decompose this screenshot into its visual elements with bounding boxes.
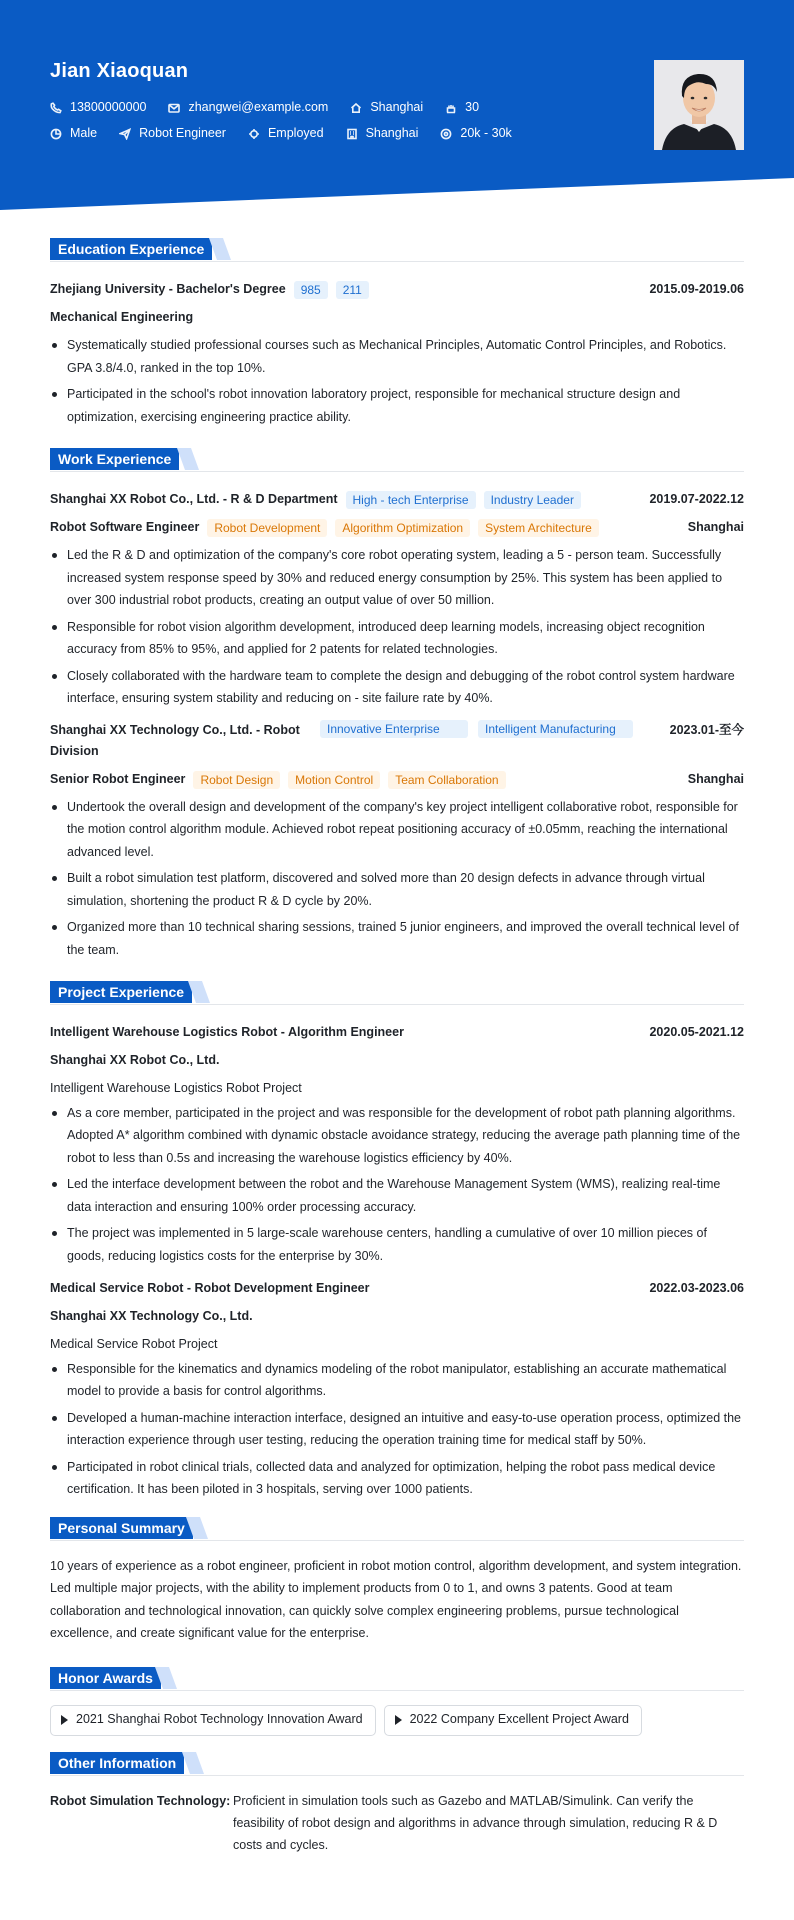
project-title: Medical Service Robot Project <box>50 1337 218 1351</box>
building-icon <box>346 128 358 140</box>
list-item: Undertook the overall design and development of the company's key project intelligent collaborative robot, responsible for the motion control algorithm module. Achieved robot repeat positioning accuracy of ±0.05mm, reaching the international advanced level. <box>50 796 744 864</box>
list-item: Participated in robot clinical trials, collected data and analyzed for optimization, helping the robot pass medical device certification. It has been piloted in 3 hospitals, serving over 1000 patients. <box>50 1456 744 1501</box>
project-entry <box>50 1019 744 1267</box>
section-title-accent <box>209 238 231 260</box>
mail-icon <box>168 102 180 114</box>
position-text: Robot Engineer <box>139 126 226 141</box>
major: Mechanical Engineering <box>50 310 194 325</box>
salary-item <box>440 123 511 145</box>
award-label: 2021 Shanghai Robot Technology Innovation Award <box>76 1712 363 1727</box>
avatar-photo <box>654 60 744 150</box>
project-bullets <box>50 1102 744 1268</box>
role-tag: Robot Development <box>207 519 327 537</box>
section-title: Project Experience <box>50 981 192 1003</box>
email-item <box>168 97 328 119</box>
education-date: 2015.09-2019.06 <box>649 282 744 297</box>
send-icon <box>119 128 131 140</box>
status-icon <box>248 128 260 140</box>
section-header <box>50 1667 744 1691</box>
job-role: Robot Software Engineer <box>50 520 200 535</box>
work-date: 2023.01-至今 <box>669 722 744 737</box>
other-info-label: Robot Simulation Technology: <box>50 1793 231 1808</box>
school-tag: 985 <box>294 281 328 299</box>
awards-list <box>50 1705 744 1736</box>
work-entry <box>50 486 744 710</box>
city-item <box>350 97 423 119</box>
company-name: Shanghai XX Robot Co., Ltd. - R & D Department <box>50 492 338 507</box>
other-section <box>50 1752 744 1856</box>
company-tag: Innovative Enterprise <box>320 720 468 738</box>
phone-item <box>50 97 146 119</box>
project-title: Intelligent Warehouse Logistics Robot Project <box>50 1081 302 1095</box>
list-item: Led the interface development between the robot and the Warehouse Management System (WMS), realizing real-time data interaction and ensuring 100% order processing accuracy. <box>50 1173 744 1218</box>
salary-icon <box>440 128 452 140</box>
list-item: Built a robot simulation test platform, discovered and solved more than 20 design defects in advance through virtual simulation, shortening the product R & D cycle by 20%. <box>50 867 744 912</box>
section-title: Personal Summary <box>50 1517 193 1539</box>
section-title: Work Experience <box>50 448 179 470</box>
list-item: Systematically studied professional courses such as Mechanical Principles, Automatic Control Principles, and Robotics. GPA 3.8/4.0, ranked in the top 10%. <box>50 334 744 379</box>
role-tag: System Architecture <box>478 519 599 537</box>
project-date: 2020.05-2021.12 <box>649 1025 744 1040</box>
header-banner <box>0 0 794 210</box>
gender-icon <box>50 128 62 140</box>
job-location: Shanghai <box>687 520 744 535</box>
phone-icon <box>50 102 62 114</box>
age-item <box>445 97 479 119</box>
work-bullets <box>50 544 744 710</box>
salary-text: 20k - 30k <box>460 126 512 141</box>
work-entry <box>50 720 744 962</box>
summary-section <box>50 1517 744 1645</box>
section-title: Education Experience <box>50 238 212 260</box>
project-company: Shanghai XX Technology Co., Ltd. <box>50 1309 253 1324</box>
work-bullets <box>50 796 744 962</box>
email-text: zhangwei@example.com <box>188 100 329 115</box>
section-title-accent <box>182 1752 204 1774</box>
award-chip <box>50 1705 376 1736</box>
project-name: Medical Service Robot - Robot Development Engineer <box>50 1281 370 1296</box>
gender-item <box>50 123 97 145</box>
other-info-row <box>50 1790 744 1856</box>
play-icon <box>61 1715 68 1725</box>
list-item: Organized more than 10 technical sharing sessions, trained 5 junior engineers, and improved the overall technical level of the team. <box>50 916 744 961</box>
city-text: Shanghai <box>370 100 424 115</box>
play-icon <box>395 1715 402 1725</box>
company-tag: High - tech Enterprise <box>346 491 476 509</box>
work-section <box>50 448 744 961</box>
list-item: Developed a human-machine interaction interface, designed an intuitive and easy-to-use operation process, optimized the interaction experience through user testing, reducing the operation training time for medical staff by 50%. <box>50 1407 744 1452</box>
role-tag: Algorithm Optimization <box>335 519 470 537</box>
section-header <box>50 448 744 472</box>
education-section <box>50 238 744 428</box>
workplace-item <box>346 123 419 145</box>
school-tag: 211 <box>336 281 369 299</box>
role-tag: Motion Control <box>288 771 380 789</box>
contact-row-1 <box>50 95 744 121</box>
list-item: Responsible for robot vision algorithm development, introduced deep learning models, increasing object recognition accuracy from 85% to 95%, and applied for 2 patents for related technologies. <box>50 616 744 661</box>
company-name: Shanghai XX Technology Co., Ltd. - Robot Division <box>50 722 300 758</box>
project-name: Intelligent Warehouse Logistics Robot - Algorithm Engineer <box>50 1025 404 1040</box>
school-name: Zhejiang University - Bachelor's Degree <box>50 282 286 297</box>
job-role: Senior Robot Engineer <box>50 771 186 786</box>
summary-text: 10 years of experience as a robot engineer, proficient in robot motion control, algorithm development, and system integration. Led multiple major projects, with the ability to implement products from 0 to 1, and owns 3 patents. Good at team collaboration and technological innovation, can quickly solve complex engineering problems, pursue technological excellence, and create significant value for the enterprise. <box>50 1558 742 1640</box>
education-entry <box>50 276 744 428</box>
avatar <box>654 60 744 150</box>
list-item: Participated in the school's robot innovation laboratory project, responsible for mechanical structure design and optimization, exercising engineering practice ability. <box>50 383 744 428</box>
other-info-value: Proficient in simulation tools such as Gazebo and MATLAB/Simulink. Can verify the feasibility of robot design and algorithms in advance through simulation, reducing R & D costs and cycles. <box>233 1793 718 1852</box>
status-item <box>248 123 324 145</box>
contact-row-2 <box>50 121 744 147</box>
job-location: Shanghai <box>687 771 744 786</box>
project-bullets <box>50 1358 744 1501</box>
list-item: Responsible for the kinematics and dynamics modeling of the robot manipulator, establishing an accurate mathematical model to provide a basis for control algorithms. <box>50 1358 744 1403</box>
list-item: As a core member, participated in the project and was responsible for the development of robot path planning algorithms. Adopted A* algorithm combined with dynamic obstacle avoidance strategy, reducing the average path planning time of the robot to less than 0.5s and increasing the warehouse logistics efficiency by 40%. <box>50 1102 744 1170</box>
section-header <box>50 238 744 262</box>
home-icon <box>350 102 362 114</box>
list-item: Led the R & D and optimization of the company's core robot operating system, leading a 5 - person team. Successfully increased system response speed by 30% and reduced energy consumption by 25%. This system has been applied to over 300 industrial robot products, creating an output value of over 50 million. <box>50 544 744 612</box>
role-tag: Team Collaboration <box>388 771 505 789</box>
section-header <box>50 981 744 1005</box>
section-header <box>50 1752 744 1776</box>
age-icon <box>445 102 457 114</box>
award-label: 2022 Company Excellent Project Award <box>409 1712 629 1727</box>
role-tag: Robot Design <box>193 771 280 789</box>
section-header <box>50 1517 744 1541</box>
work-date: 2019.07-2022.12 <box>649 492 744 507</box>
section-title: Honor Awards <box>50 1667 161 1689</box>
status-text: Employed <box>267 126 324 141</box>
candidate-name: Jian Xiaoquan <box>50 60 189 82</box>
age-text: 30 <box>465 100 480 115</box>
company-tag: Industry Leader <box>484 491 581 509</box>
project-section <box>50 981 744 1501</box>
project-date: 2022.03-2023.06 <box>649 1281 744 1296</box>
project-company: Shanghai XX Robot Co., Ltd. <box>50 1053 220 1068</box>
phone-text: 13800000000 <box>70 100 147 115</box>
honors-section <box>50 1667 744 1736</box>
project-entry <box>50 1275 744 1501</box>
award-chip <box>384 1705 642 1736</box>
section-title: Other Information <box>50 1752 184 1774</box>
education-bullets <box>50 334 744 428</box>
list-item: Closely collaborated with the hardware team to complete the design and debugging of the robot control system hardware interface, ensuring system stability and reducing on - site failure rate by 40%. <box>50 665 744 710</box>
list-item: The project was implemented in 5 large-scale warehouse centers, handling a cumulative of over 10 million pieces of goods, reducing logistics costs for the enterprise by 30%. <box>50 1222 744 1267</box>
company-tag: Intelligent Manufacturing <box>478 720 633 738</box>
position-item <box>119 123 226 145</box>
workplace-text: Shanghai <box>365 126 419 141</box>
section-title-accent <box>177 448 199 470</box>
gender-text: Male <box>70 126 98 141</box>
